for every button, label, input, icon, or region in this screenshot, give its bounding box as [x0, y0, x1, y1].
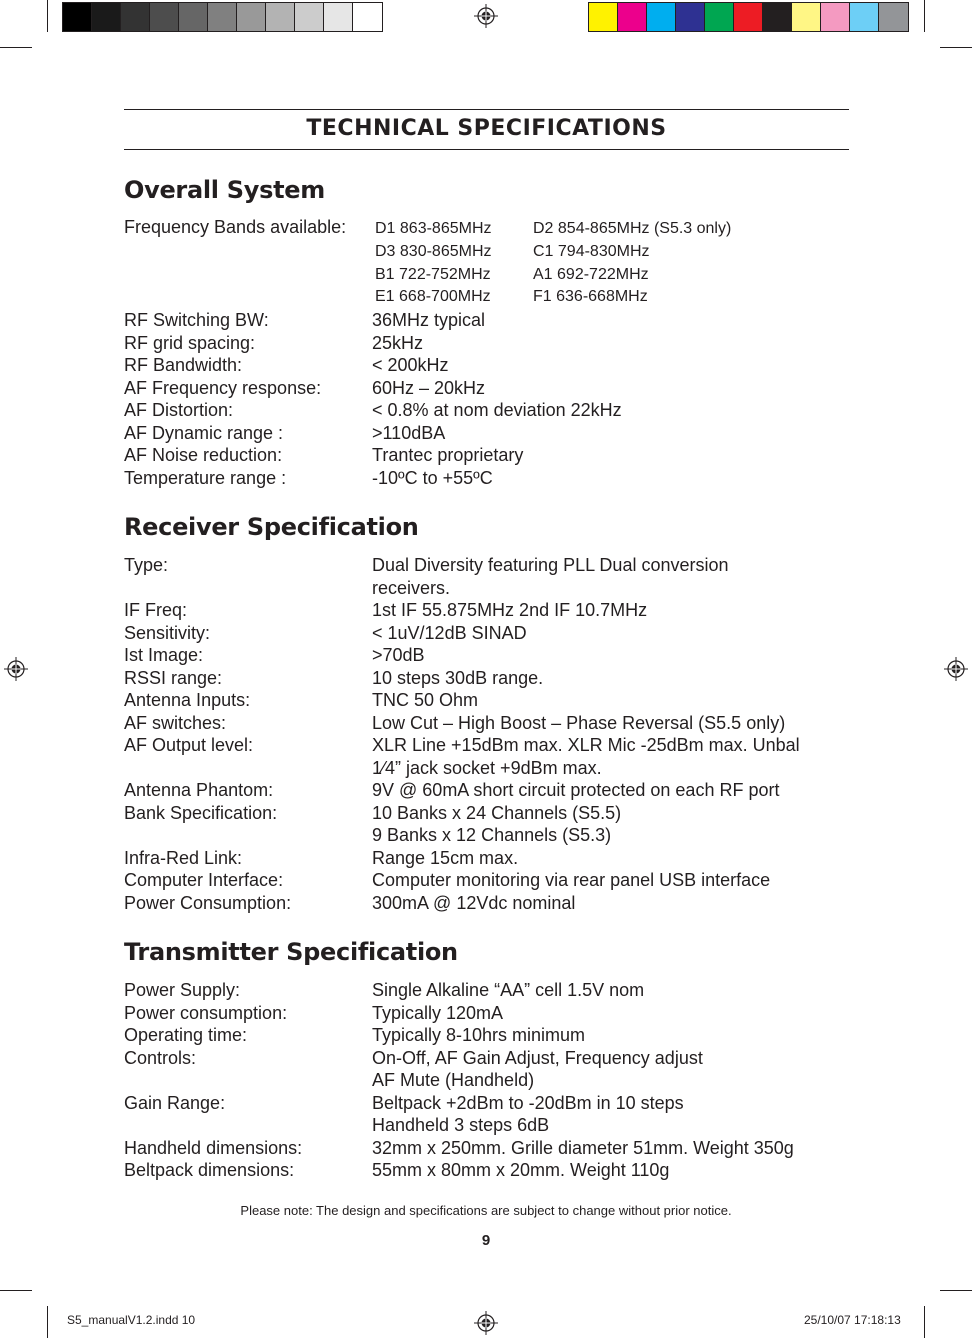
spec-value: Beltpack +2dBm to -20dBm in 10 steps	[372, 1092, 684, 1113]
color-swatch	[237, 3, 266, 31]
registration-mark-icon	[474, 1311, 498, 1335]
spec-row	[124, 554, 854, 577]
spec-value: 9V @ 60mA short circuit protected on each RF port	[372, 780, 780, 800]
color-swatch	[121, 3, 150, 31]
transmitter-section-title: Transmitter Specification	[124, 938, 458, 966]
spec-row	[124, 444, 854, 467]
spec-row	[124, 354, 854, 377]
color-swatch	[618, 3, 647, 31]
color-swatch	[821, 3, 850, 31]
spec-value: Typically 120mA	[372, 1002, 504, 1023]
spec-value: >110dBA	[372, 422, 446, 443]
band-cell: D1 863-865MHz	[375, 220, 492, 237]
spec-value: 9 Banks x 12 Channels (S5.3)	[372, 825, 612, 845]
spec-value: Single Alkaline “AA” cell 1.5V nom	[372, 980, 645, 1000]
spec-value: 10 Banks x 24 Channels (S5.5)	[372, 802, 622, 823]
spec-row	[124, 667, 854, 690]
registration-mark-icon	[474, 4, 498, 28]
registration-mark-icon	[944, 657, 968, 681]
spec-label: AF Output level:	[124, 735, 254, 755]
band-cell: E1 668-700MHz	[375, 288, 491, 306]
color-swatch	[266, 3, 295, 31]
spec-label: AF switches:	[124, 712, 227, 733]
receiver-spec-list	[124, 554, 854, 914]
spec-label: Power Consumption:	[124, 892, 292, 913]
spec-value: 25kHz	[372, 332, 424, 353]
spec-row	[124, 847, 854, 870]
slug-timestamp: 25/10/07 17:18:13	[804, 1313, 901, 1327]
receiver-section-title: Receiver Specification	[124, 513, 419, 541]
spec-value: Dual Diversity featuring PLL Dual conversion	[372, 555, 729, 575]
color-swatch	[63, 3, 92, 31]
crop-mark	[940, 47, 972, 48]
spec-row	[124, 1047, 854, 1070]
crop-mark	[0, 47, 32, 48]
spec-row	[124, 1114, 854, 1137]
spec-label: RF Bandwidth:	[124, 355, 243, 375]
spec-label: Beltpack dimensions:	[124, 1160, 295, 1180]
band-row	[375, 218, 731, 241]
band-cell: B1 722-752MHz	[375, 265, 491, 283]
spec-label: Ist Image:	[124, 645, 204, 665]
spec-label: Gain Range:	[124, 1092, 226, 1113]
color-swatch	[850, 3, 879, 31]
spec-value: Typically 8-10hrs minimum	[372, 1025, 586, 1045]
spec-row	[124, 599, 854, 622]
spec-value: 1st IF 55.875MHz 2nd IF 10.7MHz	[372, 600, 648, 620]
band-row	[375, 264, 731, 287]
crop-mark	[47, 0, 48, 32]
spec-row	[124, 1069, 854, 1092]
spec-label: RF grid spacing:	[124, 332, 256, 353]
process-color-bar	[588, 2, 909, 32]
spec-value: receivers.	[372, 577, 451, 598]
spec-row	[124, 1159, 854, 1182]
spec-value: 1⁄4” jack socket +9dBm max.	[372, 757, 602, 778]
spec-value: TNC 50 Ohm	[372, 690, 479, 710]
spec-label: IF Freq:	[124, 600, 188, 620]
spec-label: RSSI range:	[124, 667, 223, 688]
color-swatch	[705, 3, 734, 31]
crop-mark	[0, 1290, 32, 1291]
spec-row	[124, 734, 854, 757]
spec-label: AF Dynamic range :	[124, 422, 284, 443]
band-cell: D2 854-865MHz (S5.3 only)	[533, 220, 732, 237]
spec-label: Power Supply:	[124, 980, 241, 1000]
color-swatch	[792, 3, 821, 31]
spec-row	[124, 377, 854, 400]
spec-label	[124, 757, 372, 780]
spec-value: AF Mute (Handheld)	[372, 1070, 535, 1090]
color-swatch	[150, 3, 179, 31]
header-rule-top	[124, 109, 849, 110]
page-number: 9	[481, 1232, 491, 1249]
spec-row	[124, 979, 854, 1002]
spec-row	[124, 467, 854, 490]
spec-value: Trantec proprietary	[372, 445, 524, 465]
spec-label: Computer Interface:	[124, 870, 284, 890]
spec-row	[124, 309, 854, 332]
color-swatch	[179, 3, 208, 31]
spec-row	[124, 712, 854, 735]
color-swatch	[676, 3, 705, 31]
color-swatch	[647, 3, 676, 31]
band-row	[375, 286, 731, 309]
spec-row	[124, 1092, 854, 1115]
spec-label: AF Frequency response:	[124, 377, 322, 398]
spec-row	[124, 869, 854, 892]
color-swatch	[295, 3, 324, 31]
spec-row	[124, 802, 854, 825]
spec-value: 32mm x 250mm. Grille diameter 51mm. Weight 350g	[372, 1137, 794, 1158]
page-title: TECHNICAL SPECIFICATIONS	[306, 116, 667, 141]
spec-row	[124, 644, 854, 667]
band-cell: F1 636-668MHz	[533, 288, 648, 306]
spec-value: 55mm x 80mm x 20mm. Weight 110g	[372, 1160, 670, 1180]
band-cell: D3 830-865MHz	[375, 242, 492, 260]
band-cell: A1 692-722MHz	[533, 265, 649, 283]
spec-row	[124, 1024, 854, 1047]
spec-row	[124, 332, 854, 355]
crop-mark	[924, 0, 925, 32]
spec-label: Power consumption:	[124, 1002, 288, 1023]
spec-value: Handheld 3 steps 6dB	[372, 1115, 550, 1135]
transmitter-spec-list	[124, 979, 854, 1182]
spec-label: Bank Specification:	[124, 802, 278, 823]
band-cell: C1 794-830MHz	[533, 242, 650, 260]
spec-label: Type:	[124, 555, 169, 575]
spec-value: >70dB	[372, 645, 425, 665]
spec-value: Computer monitoring via rear panel USB interface	[372, 870, 771, 890]
spec-label: AF Noise reduction:	[124, 445, 283, 465]
color-swatch	[589, 3, 618, 31]
spec-value: < 1uV/12dB SINAD	[372, 622, 527, 643]
spec-value: Range 15cm max.	[372, 847, 519, 868]
spec-row	[124, 757, 854, 780]
spec-label: Antenna Inputs:	[124, 690, 251, 710]
spec-row	[124, 577, 854, 600]
spec-row	[124, 622, 854, 645]
spec-value: -10ºC to +55ºC	[372, 467, 493, 488]
spec-label	[124, 824, 372, 847]
spec-label: AF Distortion:	[124, 400, 234, 420]
color-swatch	[353, 3, 382, 31]
spec-label: Infra-Red Link:	[124, 847, 243, 868]
spec-value: < 200kHz	[372, 355, 449, 375]
overall-section-title: Overall System	[124, 176, 325, 204]
spec-value: XLR Line +15dBm max. XLR Mic -25dBm max. Unbal	[372, 735, 800, 755]
color-swatch	[734, 3, 763, 31]
spec-value: 10 steps 30dB range.	[372, 667, 544, 688]
spec-row	[124, 422, 854, 445]
frequency-bands-grid	[375, 218, 731, 309]
spec-label: RF Switching BW:	[124, 310, 269, 330]
spec-label: Controls:	[124, 1047, 197, 1068]
spec-row	[124, 1002, 854, 1025]
spec-value: On-Off, AF Gain Adjust, Frequency adjust	[372, 1047, 703, 1068]
spec-label: Sensitivity:	[124, 622, 211, 643]
crop-mark	[924, 1306, 925, 1338]
spec-label: Handheld dimensions:	[124, 1137, 303, 1158]
overall-spec-list	[124, 309, 854, 489]
spec-row	[124, 399, 854, 422]
spec-row	[124, 779, 854, 802]
spec-label	[124, 1069, 372, 1092]
crop-mark	[940, 1290, 972, 1291]
band-row	[375, 241, 731, 264]
spec-value: 36MHz typical	[372, 310, 486, 330]
spec-value: < 0.8% at nom deviation 22kHz	[372, 400, 622, 420]
crop-mark	[47, 1306, 48, 1338]
registration-mark-icon	[4, 657, 28, 681]
color-swatch	[879, 3, 908, 31]
color-swatch	[763, 3, 792, 31]
spec-value: 60Hz – 20kHz	[372, 377, 486, 398]
spec-label: Operating time:	[124, 1025, 248, 1045]
header-rule-bottom	[124, 149, 849, 150]
spec-value: Low Cut – High Boost – Phase Reversal (S5.5 only)	[372, 712, 786, 733]
color-swatch	[324, 3, 353, 31]
color-swatch	[208, 3, 237, 31]
frequency-bands-label: Frequency Bands available:	[124, 217, 347, 237]
spec-row	[124, 824, 854, 847]
disclaimer-note: Please note: The design and specifications are subject to change without prior notice.	[240, 1203, 732, 1218]
spec-row	[124, 1137, 854, 1160]
spec-value: 300mA @ 12Vdc nominal	[372, 892, 576, 913]
spec-row	[124, 892, 854, 915]
grayscale-color-bar	[62, 2, 383, 32]
color-swatch	[92, 3, 121, 31]
spec-label: Temperature range :	[124, 467, 287, 488]
slug-filename: S5_manualV1.2.indd 10	[67, 1313, 196, 1327]
spec-label	[124, 1114, 372, 1137]
spec-row	[124, 689, 854, 712]
spec-label: Antenna Phantom:	[124, 780, 274, 800]
spec-label	[124, 577, 372, 600]
